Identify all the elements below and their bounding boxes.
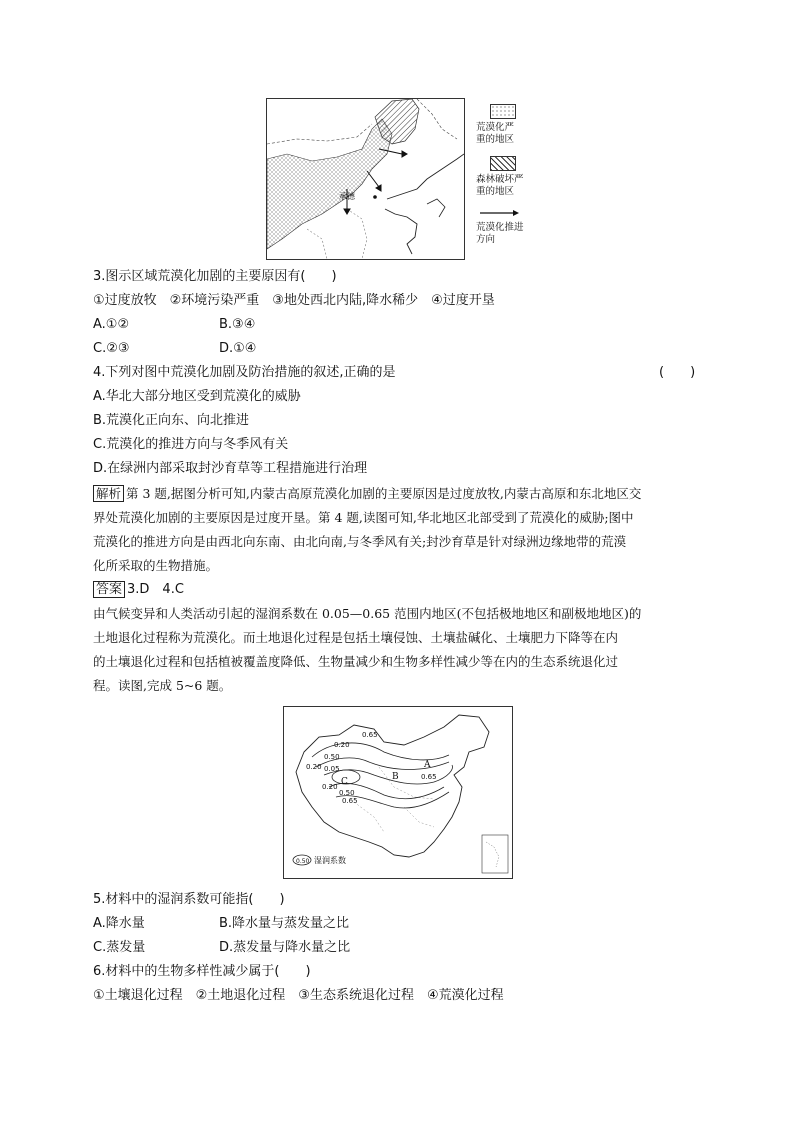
contour-label-4: 0.20 <box>306 763 322 771</box>
q3-option-d[interactable]: D.①④ <box>219 341 257 356</box>
q4-option-d[interactable]: D.在绿洲内部采取封沙育草等工程措施进行治理 <box>93 461 368 476</box>
legend-swatch-desertified <box>490 104 516 119</box>
contour-label-9: 0.65 <box>421 773 437 781</box>
contour-label-2: 0.20 <box>334 741 350 749</box>
q5-option-c[interactable]: C.蒸发量 <box>93 940 146 955</box>
south-sea-inset <box>482 835 508 873</box>
q3-option-c[interactable]: C.②③ <box>93 341 130 356</box>
legend-label-forest-2: 重的地区 <box>476 186 515 197</box>
legend-label-arrow-2: 方向 <box>476 234 496 245</box>
coastline <box>387 154 464 199</box>
q3-option-a[interactable]: A.①② <box>93 317 130 332</box>
figure-desertification-map <box>266 98 465 260</box>
analysis-line-2: 界处荒漠化加剧的主要原因是过度开垦。第 4 题,读图可知,华北地区北部受到了荒漠化的威胁;图中 <box>93 510 634 525</box>
q5-option-d[interactable]: D.蒸发量与降水量之比 <box>219 940 351 955</box>
legend-swatch-forest <box>490 156 516 171</box>
arrow-icon <box>480 208 520 218</box>
figure-humidity-map <box>283 706 513 879</box>
answer-line <box>93 581 184 599</box>
q3-stem: 3.图示区域荒漠化加剧的主要原因有( ) <box>93 269 337 284</box>
humidity-map-svg <box>284 707 512 878</box>
legend-label-arrow-1: 荒漠化推进 <box>476 222 524 233</box>
contour-label-5: 0.05 <box>324 765 340 773</box>
material-line-3: 的土壤退化过程和包括植被覆盖度降低、生物量减少和生物多样性减少等在内的生态系统退化过 <box>93 654 619 669</box>
q5-option-a[interactable]: A.降水量 <box>93 916 145 931</box>
q4-stem: 4.下列对图中荒漠化加剧及防治措施的叙述,正确的是 <box>93 365 396 380</box>
chengde-label: 承德 <box>339 192 355 201</box>
answer-text: 3.D 4.C <box>127 582 184 597</box>
q4-option-c[interactable]: C.荒漠化的推进方向与冬季风有关 <box>93 437 289 452</box>
material-line-4: 程。读图,完成 5~6 题。 <box>93 678 232 693</box>
region-letter-c: C <box>341 777 348 787</box>
region-letter-b: B <box>392 772 399 782</box>
q6-options-line: ①土壤退化过程 ②土地退化过程 ③生态系统退化过程 ④荒漠化过程 <box>93 988 504 1003</box>
analysis-text-1: 第 3 题,据图分析可知,内蒙古高原荒漠化加剧的主要原因是过度放牧,内蒙古高原和东北地区交 <box>126 486 642 501</box>
q5-stem: 5.材料中的湿润系数可能指( ) <box>93 892 285 907</box>
material-line-2: 土地退化过程称为荒漠化。而土地退化过程是包括土壤侵蚀、土壤盐碱化、土壤肥力下降等在内 <box>93 630 619 645</box>
legend-label-forest-1: 森林破坏严 <box>476 174 524 185</box>
material-line-1: 由气候变异和人类活动引起的湿润系数在 0.05—0.65 范围内地区(不包括极地地区和副极地地区)的 <box>93 606 642 621</box>
answer-tag: 答案 <box>93 581 125 598</box>
humidity-legend-label: 湿润系数 <box>314 856 346 865</box>
contour-label-3: 0.50 <box>324 753 340 761</box>
analysis-line-3: 荒漠化的推进方向是由西北向东南、由北向南,与冬季风有关;封沙育草是针对绿洲边缘地带的荒漠 <box>93 534 627 549</box>
contour-label-8: 0.65 <box>342 797 358 805</box>
q4-bracket: ( ) <box>659 365 696 380</box>
humidity-legend-value: 0.50 <box>296 858 310 865</box>
contour-label-7: 0.50 <box>339 789 355 797</box>
region-letter-a: A <box>424 760 431 770</box>
analysis-tag: 解析 <box>93 485 124 502</box>
q6-stem: 6.材料中的生物多样性减少属于( ) <box>93 964 311 979</box>
q4-option-b[interactable]: B.荒漠化正向东、向北推进 <box>93 413 250 428</box>
q3-options-line: ①过度放牧 ②环境污染严重 ③地处西北内陆,降水稀少 ④过度开垦 <box>93 293 495 308</box>
analysis-line-1 <box>93 485 641 503</box>
q4-option-a[interactable]: A.华北大部分地区受到荒漠化的威胁 <box>93 389 301 404</box>
q5-option-b[interactable]: B.降水量与蒸发量之比 <box>219 916 350 931</box>
contour-label-1: 0.65 <box>362 731 378 739</box>
contour-label-6: 0.20 <box>322 783 338 791</box>
analysis-line-4: 化所采取的生物措施。 <box>93 558 219 573</box>
contour-labels <box>306 731 437 805</box>
legend-label-desertified-1: 荒漠化严 <box>476 122 515 133</box>
legend-label-desertified-2: 重的地区 <box>476 134 515 145</box>
desertification-map-svg <box>267 99 464 259</box>
figure1-legend <box>474 104 544 244</box>
q3-option-b[interactable]: B.③④ <box>219 317 256 332</box>
desertified-region <box>267 119 392 249</box>
